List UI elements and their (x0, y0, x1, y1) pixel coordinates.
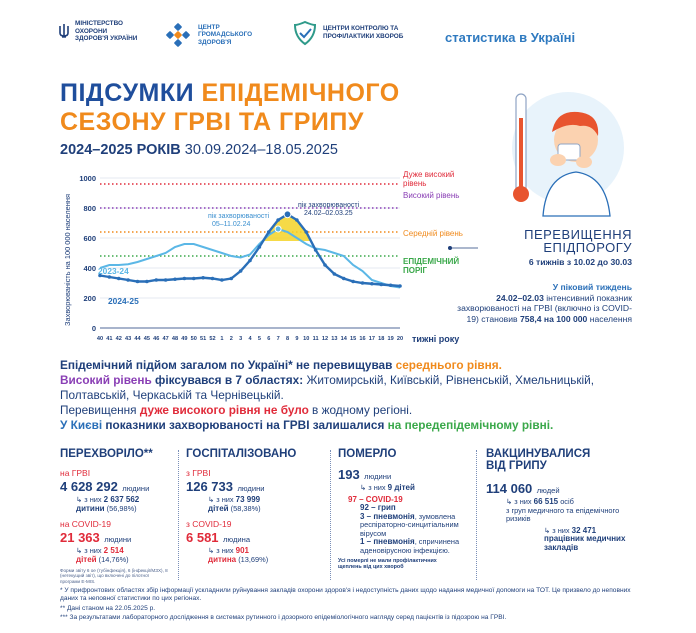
x-tick-label: 12 (321, 336, 329, 342)
vacc-m-value: 66 515 (533, 497, 559, 506)
over-threshold-head1: ПЕРЕВИЩЕННЯ (524, 227, 632, 242)
sick-head: ПЕРЕХВОРІЛО** (60, 448, 153, 460)
x-tick-label: 46 (153, 336, 160, 342)
sick-covid-value: 21 363 (60, 530, 100, 545)
hosp-covid-kids-pct: (13,69%) (238, 554, 269, 564)
hosp-covid-kids: 901 (235, 546, 250, 555)
season-summary (60, 358, 640, 433)
peak-marker-2024 (275, 226, 281, 232)
data-point (295, 218, 299, 222)
vacc-head2: ВІД ГРИПУ (486, 460, 547, 472)
title-line2b: ГРВІ ТА ГРИПУ (173, 108, 364, 136)
summary-line1-highlight: середнього рівня. (395, 358, 502, 372)
sick-covid-kids-unit: дітей (76, 554, 97, 564)
series-label-2024-25: 2024-25 (108, 296, 139, 306)
data-point (370, 282, 374, 286)
y-tick-label: 600 (83, 234, 96, 243)
summary-very-high: дуже високого рівня не було (139, 403, 309, 417)
x-tick-label: 15 (350, 336, 357, 342)
data-point (333, 272, 337, 276)
peak-annotation-2024: пік захворюваності 05–11.02.24 (208, 213, 270, 228)
vacc-value: 114 060 (486, 481, 533, 496)
sick-ari-kids-pre: з них (84, 495, 104, 504)
data-point (389, 283, 393, 287)
x-tick-label: 49 (181, 336, 188, 342)
vacc-w-pre: з них (552, 525, 572, 535)
hosp-ari-kids-unit: дітей (208, 503, 229, 513)
x-tick-label: 13 (331, 336, 338, 342)
x-tick-label: 3 (239, 336, 243, 342)
hosp-covid-kids-unit: дитина (208, 554, 237, 564)
x-tick-label: 50 (190, 336, 197, 342)
data-point (248, 259, 252, 263)
sick-covid-kids: 2 514 (103, 546, 124, 555)
moh-logo[interactable] (58, 20, 139, 43)
season-years (60, 142, 338, 158)
over-threshold-sub: 6 тижнів з 10.02 до 30.03 (528, 257, 632, 267)
data-point (342, 277, 346, 281)
sick-ari-value: 4 628 292 (60, 479, 118, 494)
data-point (323, 263, 327, 267)
data-point (239, 269, 243, 273)
divider-1 (178, 450, 179, 580)
legend-threshold: ЕПІДЕМІЧНИЙ ПОРІГ (403, 257, 460, 275)
title-line1b: ЕПІДЕМІЧНОГО (201, 79, 400, 107)
x-tick-label: 1 (220, 336, 224, 342)
x-tick-label: 51 (200, 336, 207, 342)
hosp-ari-kids: 73 999 (235, 495, 261, 504)
legend-high: Високий рівень (403, 191, 460, 200)
divider-3 (476, 450, 477, 580)
data-point (183, 277, 187, 281)
x-tick-label: 43 (125, 336, 132, 342)
summary-line3: Перевищення (60, 403, 140, 417)
data-point (398, 284, 402, 288)
peak-marker-2025 (284, 211, 291, 218)
footnote-3: *** За результатами лабораторного дослідження в системах рутинного і дозорного епідеміологічного нагляду серед пацієнтів із підозрою на ГРВІ. (60, 614, 507, 621)
died-covid: 97 – COVID-19 (348, 494, 403, 504)
y-tick-label: 1000 (79, 174, 96, 183)
sick-covid-kids-pct: (14,76%) (98, 554, 129, 564)
data-point (136, 280, 140, 284)
hosp-covid-unit: людина (223, 535, 251, 544)
x-tick-label: 48 (171, 336, 179, 342)
sick-column: ПЕРЕХВОРІЛО** на ГРВІ 4 628 292 людини ↳ з них 2 637 562 дитини (56,98%) на COVID-19 21 363 людини ↳ з них 2 514 дітей (14,76%) Форми звіту 6 ое (тубінфекція), 6 (інфекції/МЗХ), 8 (нетекущий звіт), що включені до пілотної програми Е-MIS. (60, 448, 175, 584)
summary-pre-epidemic: на передепідемічному рівні. (387, 418, 554, 432)
x-tick-label: 10 (303, 336, 310, 342)
vacc-w-value: 32 471 (571, 525, 597, 535)
x-tick-label: 16 (359, 336, 366, 342)
x-tick-label: 8 (285, 336, 290, 342)
data-point (258, 245, 262, 249)
page-title (60, 79, 400, 137)
phc-logo[interactable] (163, 20, 254, 50)
summary-line4: показники захворюваності на ГРВІ залишалися (102, 418, 388, 432)
hosp-covid-value: 6 581 (186, 530, 219, 545)
x-tick-label: 47 (162, 336, 169, 342)
vacc-head1: ВАКЦИНУВАЛИСЯ (486, 448, 591, 460)
sick-person-illustration (488, 88, 638, 218)
summary-high-level: Високий рівень (60, 373, 152, 387)
peak-week-block (455, 282, 632, 324)
hosp-ari-unit: людини (237, 484, 265, 493)
x-tick-label: 17 (368, 336, 375, 342)
peak-annotation-2025: пік захворюваності 24.02–02.03.25 (298, 202, 360, 217)
data-point (145, 280, 149, 284)
title-line1a: ПІДСУМКИ (60, 79, 202, 107)
x-tick-label: 5 (257, 336, 261, 342)
trident-icon (58, 23, 70, 39)
died-unit: людини (364, 472, 392, 481)
y-tick-label: 200 (83, 294, 96, 303)
y-tick-label: 0 (91, 324, 96, 333)
sick-ari-unit: людини (122, 484, 150, 493)
peak-text2: населення (587, 313, 632, 324)
died-value: 193 (338, 467, 360, 482)
vacc-column: ВАКЦИНУВАЛИСЯ ВІД ГРИПУ 114 060 людей ↳ з них 66 515 осіб з груп медичного та епідемічного ризиків ↳ з них 32 471 працівник медичних закладів (486, 448, 636, 552)
x-tick-label: 11 (312, 336, 319, 342)
legend-medium: Середній рівень (403, 229, 463, 238)
data-point (220, 278, 224, 282)
data-point (351, 280, 355, 284)
cdc-logo-text: ЦЕНТРИ КОНТРОЛЮ ТА ПРОФІЛАКТИКИ ХВОРОБ (323, 25, 404, 40)
x-axis-label: тижні року (412, 334, 460, 344)
peak-dates: 24.02–02.03 (496, 292, 544, 303)
divider-2 (330, 450, 331, 580)
x-tick-label: 42 (115, 336, 122, 342)
phc-logo-text: ЦЕНТР ГРОМАДСЬКОГО ЗДОРОВ'Я (198, 23, 253, 46)
hosp-ari-kids-pct: (58,38%) (230, 503, 261, 513)
data-point (192, 277, 196, 281)
sick-ari-kids-unit: дитини (76, 503, 105, 513)
cdc-shield-icon (292, 20, 318, 46)
peak-value: 758,4 на 100 000 (520, 313, 588, 324)
x-tick-label: 4 (248, 336, 252, 342)
peak-text1: інтенсивний показник захворюваності на ГРВІ (включно із COVID-19) становив (457, 292, 632, 324)
cdc-logo[interactable] (292, 20, 405, 46)
data-point (154, 278, 158, 282)
dates-label: 30.09.2024–18.05.2025 (184, 142, 338, 158)
sick-covid-kids-pre: з них (84, 546, 104, 555)
died-kids: 9 дітей (387, 483, 415, 492)
over-threshold-head2: ЕПІДПОРОГУ (543, 240, 632, 255)
y-axis-label: Захворюваність на 100 000 населення (63, 194, 72, 326)
hosp-head: ГОСПІТАЛІЗОВАНО (186, 448, 297, 460)
hosp-ari-kids-pre: з них (216, 495, 236, 504)
y-tick-label: 400 (83, 264, 96, 273)
years-label: 2024–2025 РОКІВ (60, 142, 181, 158)
x-tick-label: 2 (229, 336, 233, 342)
hosp-ari-value: 126 733 (186, 479, 233, 494)
vacc-m-text: з груп медичного та епідемічного ризиків (506, 505, 620, 523)
died-pneumonia-adeno: 1 – пневмонія (360, 537, 415, 546)
hosp-ari-label: з ГРВІ (186, 468, 211, 478)
legend-very-high: Дуже високий рівень (403, 170, 455, 188)
site-label[interactable]: статистика в Україні (445, 30, 576, 45)
series-label-2023-24: 2023-24 (98, 266, 129, 276)
sick-footnote: Форми звіту 6 ое (тубінфекція), 6 (інфекції/МЗХ), 8 (нетекущий звіт), що включені до пілотної програми Е-MIS. (60, 568, 168, 584)
vacc-w-text: працівник медичних закладів (544, 534, 626, 552)
footnote-1: * У прифронтових областях збір інформації ускладнили руйнування закладів охорони здоров'я і недоступність даних щодо надання медичної допомоги на ТОТ. Це призвело до неповних даних та неповної статистики по цих регіонах. (60, 587, 631, 602)
died-note: Усі померлі не мали профілактичних щеплень від цих хвороб (338, 558, 437, 571)
footnote-2: ** Дані станом на 22.05.2025 р. (60, 605, 156, 612)
sick-ari-kids: 2 637 562 (103, 495, 140, 504)
x-tick-label: 20 (396, 336, 404, 342)
moh-logo-text: МІНІСТЕРСТВО ОХОРОНИ ЗДОРОВ'Я УКРАЇНИ (75, 20, 138, 43)
sick-covid-label: на COVID-19 (60, 519, 111, 529)
died-pneumonia-rsv-text: , зумовлена респіраторно-синцитіальним вірусом (360, 511, 459, 538)
x-tick-label: 6 (267, 336, 271, 342)
x-tick-label: 19 (387, 336, 394, 342)
x-tick-label: 45 (143, 336, 150, 342)
vacc-unit: людей (536, 486, 560, 495)
incidence-chart (60, 168, 460, 358)
data-point (276, 218, 280, 222)
summary-line3-end: в жодному регіоні. (308, 403, 413, 417)
data-point (164, 278, 168, 282)
vacc-m-unit: осіб (560, 497, 574, 506)
over-threshold-block (452, 228, 632, 267)
summary-line1: Епідемічний підйом загалом по Україні* не перевищував (60, 358, 396, 372)
died-kids-pre: з них (368, 483, 388, 492)
summary-line2: фіксувався в 7 областях: (151, 373, 307, 387)
died-head: ПОМЕРЛО (338, 448, 397, 460)
x-tick-label: 7 (276, 336, 280, 342)
sick-covid-unit: людини (104, 535, 132, 544)
x-tick-label: 44 (134, 336, 141, 342)
data-point (201, 276, 205, 280)
x-tick-label: 52 (209, 336, 216, 342)
sick-ari-kids-pct: (56,98%) (106, 503, 137, 513)
phc-cross-icon (163, 20, 193, 50)
title-line2a: СЕЗОНУ (60, 108, 174, 136)
hosp-covid-label: з COVID-19 (186, 519, 232, 529)
died-flu: 92 – грип (360, 503, 396, 512)
data-point (211, 277, 215, 281)
x-tick-label: 18 (378, 336, 385, 342)
x-tick-label: 9 (295, 336, 299, 342)
vacc-m-pre: з них (514, 497, 534, 506)
data-point (126, 278, 130, 282)
hosp-covid-kids-pre: з них (216, 546, 236, 555)
y-tick-label: 800 (83, 204, 96, 213)
x-tick-label: 41 (106, 336, 113, 342)
data-point (229, 277, 233, 281)
data-point (379, 283, 383, 287)
x-tick-label: 14 (340, 336, 347, 342)
died-column: ПОМЕРЛО 193 людини ↳ з них 9 дітей 97 – COVID-19 92 – грип 3 – пневмонія, зумовлена респіраторно-синцитіальним вірусом 1 – пневмонія, спричинена аденовірусною інфекцією. Усі померлі не мали профілактичних щеплень від цих хвороб (338, 448, 468, 571)
sick-ari-label: на ГРВІ (60, 468, 91, 478)
data-point (117, 277, 121, 281)
x-tick-label: 40 (96, 336, 104, 342)
hosp-column: ГОСПІТАЛІЗОВАНО з ГРВІ 126 733 людини ↳ з них 73 999 дітей (58,38%) з COVID-19 6 581 людина ↳ з них 901 дитина (13,69%) (186, 448, 326, 564)
data-point (314, 248, 318, 252)
data-point (361, 281, 365, 285)
data-point (304, 230, 308, 234)
died-pneumonia-rsv: 3 – пневмонія (360, 511, 415, 521)
data-point (173, 277, 177, 281)
summary-regions: Житомирській, Київській, Рівненській, Хмельницькій, Полтавській, Черкаській та Чернівецькій. (60, 373, 594, 402)
summary-kyiv: У Києві (60, 418, 103, 432)
died-pneumonia-adeno-text: , спричинена аденовірусною інфекцією. (360, 537, 460, 555)
peak-head: У піковий тиждень (552, 282, 632, 292)
data-point (267, 230, 271, 234)
